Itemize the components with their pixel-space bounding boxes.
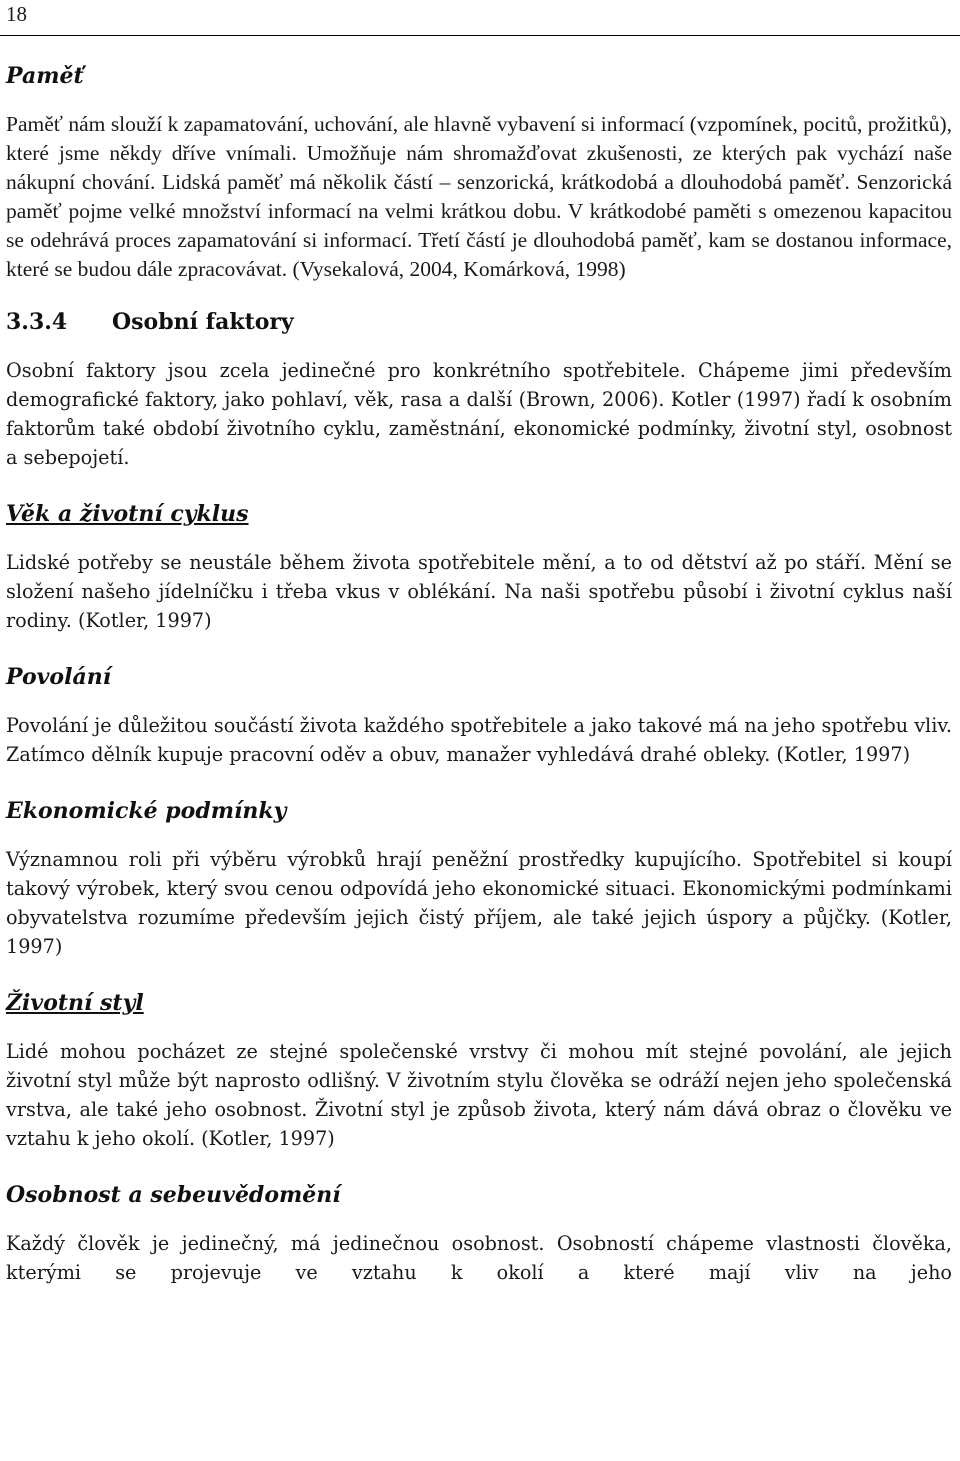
paragraph-vek: Lidské potřeby se neustále během života spotřebitele mění, a to od dětství až po stáří. Mění se složení našeho jídelníčku i třeba vkus v oblékání. Na naši spotřebu působí i životní cyklus naší rodiny. (Kotler, 1997) [6,551,952,632]
heading-osobni-faktory [6,306,952,338]
header-rule [0,35,960,36]
document-body [6,60,952,1287]
paragraph-povolani: Povolání je důležitou součástí života každého spotřebitele a jako takové má na jeho spotřebu vliv. Zatímco dělník kupuje pracovní oděv a obuv, manažer vyhledává drahé obleky. (Kotler, 1997) [6,714,952,766]
paragraph-ekonomicke: Významnou roli při výběru výrobků hrají peněžní prostředky kupujícího. Spotřebitel si koupí takový výrobek, který svou cenou odpovídá jeho ekonomické situaci. Ekonomickými podmínkami obyvatelstva rozumíme především jejich čistý příjem, ale také jejich úspory a půjčky. (Kotler, 1997) [6,848,952,958]
heading-osobnost: Osobnost a sebeuvědomění [6,1182,341,1208]
section-title: Osobní faktory [112,309,294,335]
paragraph-zivotni-styl: Lidé mohou pocházet ze stejné společenské vrstvy či mohou mít stejné povolání, ale jejich životní styl může být naprosto odlišný. V životním stylu člověka se odráží nejen jeho společenská vrstva, ale také jeho osobnost. Životní styl je způsob života, který nám dává obraz o člověku ve vztahu k jeho okolí. (Kotler, 1997) [6,1040,952,1150]
heading-povolani: Povolání [6,664,112,690]
heading-zivotni-styl-text: Životní styl [6,990,144,1016]
page-number: 18 [6,2,27,26]
heading-ekonomicke: Ekonomické podmínky [6,798,287,824]
heading-zivotni-styl [6,987,952,1019]
heading-pamet: Paměť [6,63,84,89]
paragraph-pamet: Paměť nám slouží k zapamatování, uchování, ale hlavně vybavení si informací (vzpomínek, pocitů, prožitků), které jsme někdy dříve vnímali. Umožňuje nám shromažďovat zkušenosti, ze kterých pak vychází naše nákupní chování. Lidská paměť má několik částí – senzorická, krátkodobá a dlouhodobá paměť. Senzorická paměť pojme velké množství informací na velmi krátkou dobu. V krátkodobé paměti s omezenou kapacitou se odehrává proces zapamatování si informací. Třetí částí je dlouhodobá paměť, kam se dostanou informace, které se budou dále zpracovávat. (Vysekalová, 2004, Komárková, 1998) [6,112,952,281]
heading-vek [6,498,952,530]
paragraph-osobnost: Každý člověk je jedinečný, má jedinečnou osobnost. Osobností chápeme vlastnosti člověka, kterými se projevuje ve vztahu k okolí a které mají vliv na jeho [6,1232,952,1284]
section-number: 3.3.4 [6,309,68,335]
heading-vek-text: Věk a životní cyklus [6,501,249,527]
paragraph-osobni-faktory: Osobní faktory jsou zcela jedinečné pro konkrétního spotřebitele. Chápeme jimi především demografické faktory, jako pohlaví, věk, rasa a další (Brown, 2006). Kotler (1997) řadí k osobním faktorům také období životního cyklu, zaměstnání, ekonomické podmínky, životní styl, osobnost a sebepojetí. [6,359,952,469]
